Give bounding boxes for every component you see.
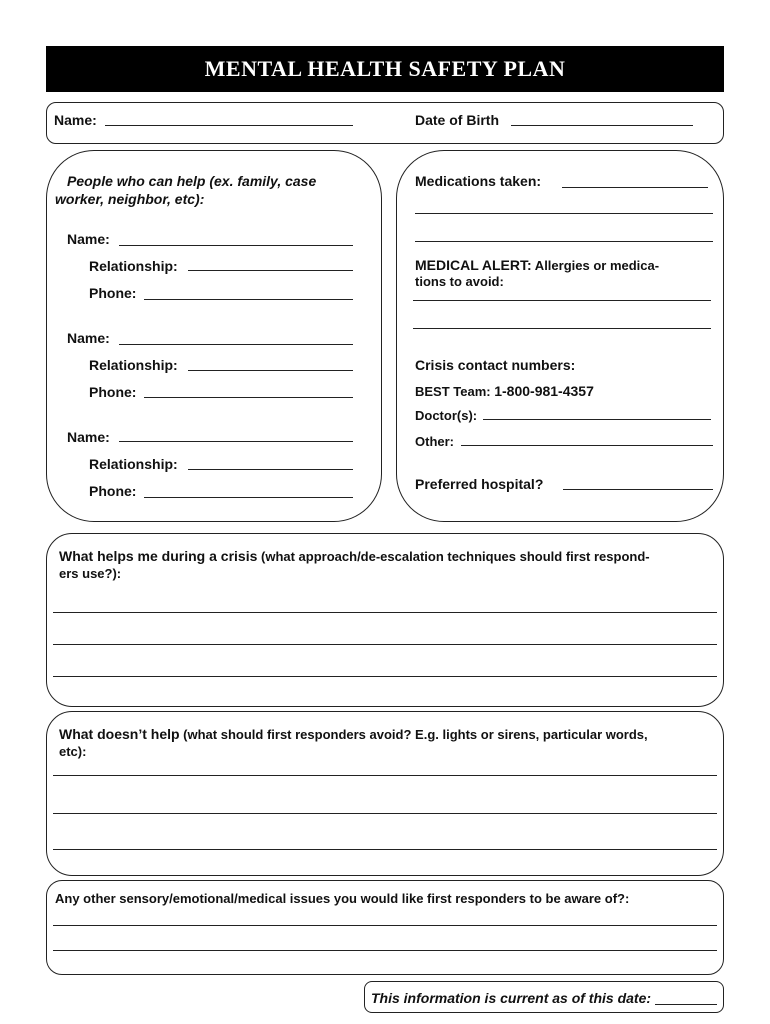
medical-alert-desc: Allergies or medica- [531, 258, 660, 273]
contact2-relationship-field[interactable] [188, 370, 353, 371]
other-issues-field-2[interactable] [53, 950, 717, 951]
other-label: Other: [415, 434, 454, 449]
medical-alert-field-1[interactable] [413, 300, 711, 301]
medical-box [396, 150, 724, 522]
best-team-line [415, 383, 594, 399]
doesnt-help-field-1[interactable] [53, 775, 717, 776]
doctor-field[interactable] [483, 419, 711, 420]
helps-heading-2: ers use?): [59, 566, 122, 581]
medical-alert-field-2[interactable] [413, 328, 711, 329]
helps-heading [59, 548, 650, 564]
best-team-number: 1-800-981-4357 [494, 383, 594, 399]
current-date-label: This information is current as of this date: [371, 990, 652, 1006]
helps-field-3[interactable] [53, 676, 717, 677]
doesnt-help-heading-bold: What doesn’t help [59, 726, 180, 742]
crisis-contacts-label: Crisis contact numbers: [415, 357, 576, 373]
contact3-phone-label: Phone: [89, 483, 137, 499]
page-title: MENTAL HEALTH SAFETY PLAN [46, 46, 724, 92]
contact1-relationship-label: Relationship: [89, 258, 178, 274]
contact3-name-field[interactable] [119, 441, 353, 442]
contact1-phone-label: Phone: [89, 285, 137, 301]
best-team-label: BEST Team: [415, 384, 495, 399]
contact2-relationship-label: Relationship: [89, 357, 178, 373]
helps-heading-rest: (what approach/de-escalation techniques should first respond- [257, 549, 650, 564]
contact1-name-field[interactable] [119, 245, 353, 246]
doctor-label: Doctor(s): [415, 408, 478, 423]
contact2-phone-field[interactable] [144, 397, 353, 398]
medications-field-1[interactable] [562, 187, 708, 188]
current-date-box [364, 981, 724, 1013]
other-issues-field-1[interactable] [53, 925, 717, 926]
contact2-name-label: Name: [67, 330, 110, 346]
dob-label: Date of Birth [415, 112, 499, 128]
medical-alert-text [415, 257, 659, 273]
people-heading-2: worker, neighbor, etc): [55, 191, 205, 207]
medications-label: Medications taken: [415, 173, 542, 189]
medical-alert-desc-2: tions to avoid: [415, 274, 504, 289]
medications-field-3[interactable] [415, 241, 713, 242]
doesnt-help-field-3[interactable] [53, 849, 717, 850]
medications-field-2[interactable] [415, 213, 713, 214]
other-field[interactable] [461, 445, 713, 446]
contact3-relationship-label: Relationship: [89, 456, 178, 472]
contact1-phone-field[interactable] [144, 299, 353, 300]
contact1-name-label: Name: [67, 231, 110, 247]
doesnt-help-heading-rest: (what should first responders avoid? E.g. lights or sirens, particular words, [179, 727, 648, 742]
doesnt-help-field-2[interactable] [53, 813, 717, 814]
contact1-relationship-field[interactable] [188, 270, 353, 271]
contact3-phone-field[interactable] [144, 497, 353, 498]
other-issues-label: Any other sensory/emotional/medical issues you would like first responders to be aware of?: [55, 891, 630, 906]
doesnt-help-heading-2: etc): [59, 744, 87, 759]
contact2-phone-label: Phone: [89, 384, 137, 400]
helps-field-1[interactable] [53, 612, 717, 613]
hospital-field[interactable] [563, 489, 713, 490]
name-label: Name: [54, 112, 97, 128]
helps-box [46, 533, 724, 707]
hospital-label: Preferred hospital? [415, 476, 544, 492]
doesnt-help-box [46, 711, 724, 876]
doesnt-help-heading [59, 726, 648, 742]
other-issues-box [46, 880, 724, 975]
helps-heading-bold: What helps me during a crisis [59, 548, 258, 564]
name-field[interactable] [105, 125, 353, 126]
contact2-name-field[interactable] [119, 344, 353, 345]
medical-alert-label: MEDICAL ALERT: [415, 257, 532, 273]
current-date-field[interactable] [655, 1004, 717, 1005]
identity-box [46, 102, 724, 144]
contact3-name-label: Name: [67, 429, 110, 445]
contact3-relationship-field[interactable] [188, 469, 353, 470]
dob-field[interactable] [511, 125, 693, 126]
helps-field-2[interactable] [53, 644, 717, 645]
people-heading-1: People who can help (ex. family, case [67, 173, 317, 189]
people-box [46, 150, 382, 522]
